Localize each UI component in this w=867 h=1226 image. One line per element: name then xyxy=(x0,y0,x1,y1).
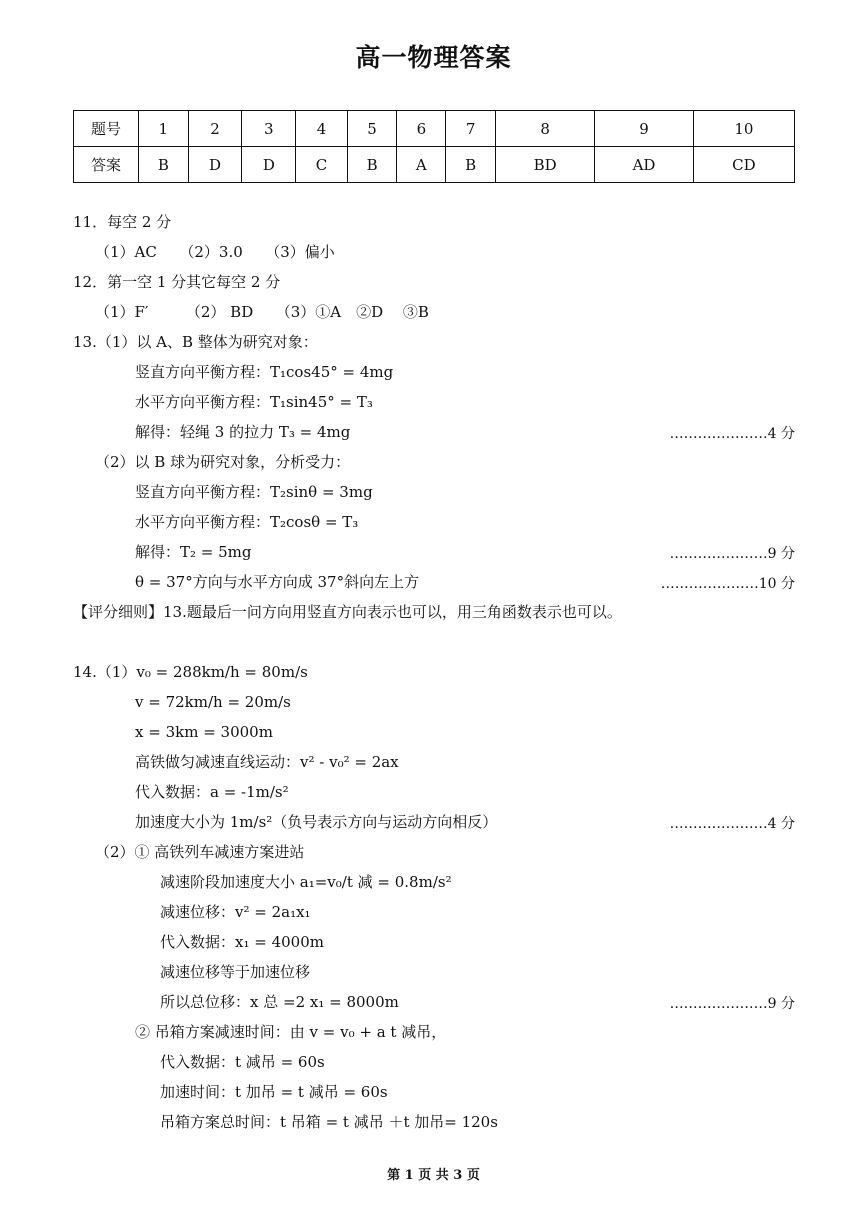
table-cell: 5 xyxy=(347,111,397,147)
text-line: ② 吊箱方案减速时间：由 v = v₀ + a t 减吊， xyxy=(135,1023,447,1041)
text-line: 高铁做匀减速直线运动：v² - v₀² = 2ax xyxy=(135,753,399,771)
text-line: 减速阶段加速度大小 a₁=v₀/t 减 = 0.8m/s² xyxy=(160,873,452,891)
score-marker: …………………9 分 xyxy=(669,996,795,1012)
text-line: 12．第一空 1 分其它每空 2 分 xyxy=(73,273,281,291)
answer-table xyxy=(73,110,795,183)
table-cell: 7 xyxy=(446,111,496,147)
table-cell: 6 xyxy=(397,111,446,147)
text-line: 代入数据：x₁ = 4000m xyxy=(160,933,324,951)
text-line: 减速位移等于加速位移 xyxy=(160,963,311,981)
text-line: 减速位移：v² = 2a₁x₁ xyxy=(160,903,311,921)
text-line: θ = 37°方向与水平方向成 37°斜向左上方 xyxy=(135,573,420,591)
text-line: 所以总位移：x 总 =2 x₁ = 8000m xyxy=(160,993,399,1011)
table-cell: CD xyxy=(693,147,794,183)
table-cell: B xyxy=(347,147,397,183)
table-cell: 1 xyxy=(139,111,189,147)
page-footer: 第 1 页 共 3 页 xyxy=(387,1168,480,1183)
text-line: 加速度大小为 1m/s²（负号表示方向与运动方向相反） xyxy=(135,813,498,831)
text-line: 【评分细则】13.题最后一问方向用竖直方向表示也可以，用三角函数表示也可以。 xyxy=(73,603,622,621)
page-title: 高一物理答案 xyxy=(355,43,512,72)
text-line: （2）以 B 球为研究对象，分析受力： xyxy=(95,453,351,471)
text-line: 解得：轻绳 3 的拉力 T₃ = 4mg xyxy=(135,423,351,441)
table-cell: C xyxy=(296,147,348,183)
table-cell: D xyxy=(188,147,242,183)
text-line: 解得：T₂ = 5mg xyxy=(135,543,252,561)
text-line: （1）F′ （2） BD （3）①A ②D ③B xyxy=(95,303,429,321)
table-cell: D xyxy=(242,147,296,183)
text-line: （1）AC （2）3.0 （3）偏小 xyxy=(95,243,335,261)
table-row-label: 答案 xyxy=(74,147,139,183)
table-cell: 8 xyxy=(495,111,594,147)
text-line: 水平方向平衡方程：T₁sin45° = T₃ xyxy=(135,393,373,411)
text-line: 代入数据：t 减吊 = 60s xyxy=(160,1053,325,1071)
text-line: 水平方向平衡方程：T₂cosθ = T₃ xyxy=(135,513,359,531)
table-cell: 4 xyxy=(296,111,348,147)
text-line: x = 3km = 3000m xyxy=(135,723,273,741)
text-line: 代入数据：a = -1m/s² xyxy=(135,783,289,801)
table-cell: 2 xyxy=(188,111,242,147)
text-line: （2）① 高铁列车减速方案进站 xyxy=(95,843,305,861)
text-line: 竖直方向平衡方程：T₂sinθ = 3mg xyxy=(135,483,373,501)
table-cell: 9 xyxy=(595,111,693,147)
table-cell: 3 xyxy=(242,111,296,147)
table-cell: AD xyxy=(595,147,693,183)
table-row-answers xyxy=(74,147,795,183)
text-line: 11．每空 2 分 xyxy=(73,213,172,231)
table-cell: BD xyxy=(495,147,594,183)
table-row-label: 题号 xyxy=(74,111,139,147)
score-marker: …………………9 分 xyxy=(669,546,795,562)
score-marker: …………………4 分 xyxy=(669,426,795,442)
table-row-numbers xyxy=(74,111,795,147)
text-line: 加速时间：t 加吊 = t 减吊 = 60s xyxy=(160,1083,388,1101)
score-marker: …………………4 分 xyxy=(669,816,795,832)
table-cell: B xyxy=(139,147,189,183)
table-cell: 10 xyxy=(693,111,794,147)
table-cell: A xyxy=(397,147,446,183)
table-cell: B xyxy=(446,147,496,183)
text-line: v = 72km/h = 20m/s xyxy=(135,693,291,711)
text-line: 竖直方向平衡方程：T₁cos45° = 4mg xyxy=(135,363,394,381)
score-marker: …………………10 分 xyxy=(660,576,795,592)
text-line: 13.（1）以 A、B 整体为研究对象： xyxy=(73,333,318,351)
text-line: 吊箱方案总时间：t 吊箱 = t 减吊 ＋t 加吊= 120s xyxy=(160,1113,498,1131)
text-line: 14.（1）v₀ = 288km/h = 80m/s xyxy=(73,663,308,681)
